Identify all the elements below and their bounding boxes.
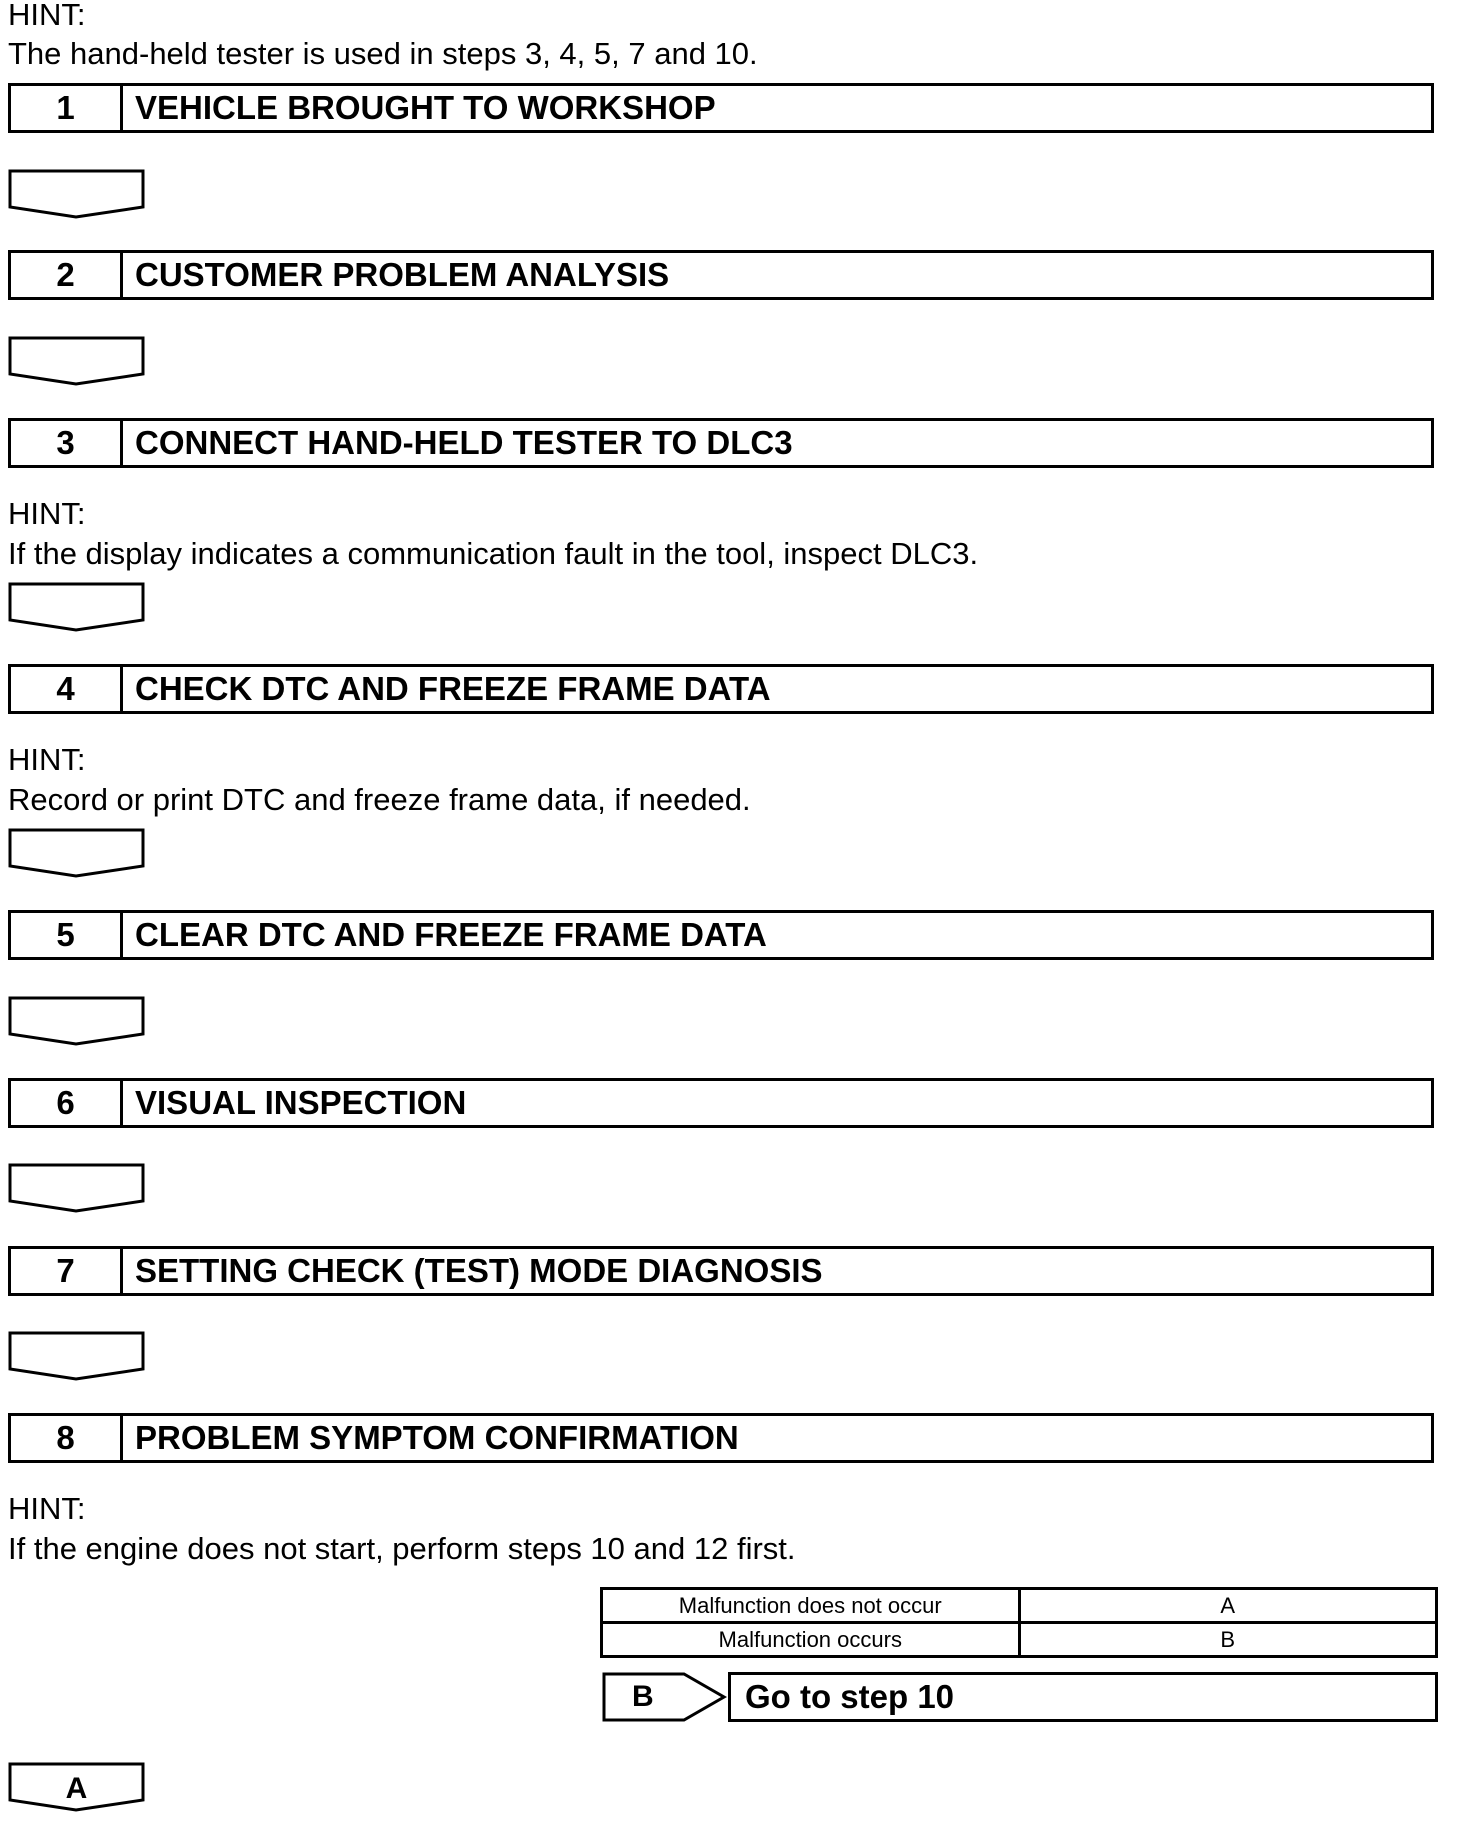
intro-hint-label: HINT: — [8, 0, 86, 32]
branch-goto-box: Go to step 10 — [728, 1672, 1438, 1722]
step-number: 3 — [11, 421, 123, 465]
step-4-hint-text: Record or print DTC and freeze frame data, if needed. — [8, 782, 751, 817]
condition-cell: Malfunction occurs — [602, 1623, 1020, 1657]
step-3-hint-text: If the display indicates a communication fault in the tool, inspect DLC3. — [8, 536, 979, 571]
step-8-hint-text: If the engine does not start, perform steps 10 and 12 first. — [8, 1531, 796, 1566]
step-number: 6 — [11, 1081, 123, 1125]
condition-cell: Malfunction does not occur — [602, 1589, 1020, 1623]
flow-arrow-down-icon — [8, 169, 145, 219]
step-title: PROBLEM SYMPTOM CONFIRMATION — [135, 1419, 739, 1456]
table-row — [602, 1589, 1437, 1623]
result-cell: B — [1019, 1623, 1437, 1657]
step-5-header — [8, 910, 1434, 960]
step-7-header — [8, 1246, 1434, 1296]
result-cell: A — [1019, 1589, 1437, 1623]
flow-arrow-down-icon — [8, 336, 145, 386]
step-8-header — [8, 1413, 1434, 1463]
step-title: VISUAL INSPECTION — [135, 1084, 467, 1121]
step-3-header — [8, 418, 1434, 468]
step-3-hint-label: HINT: — [8, 496, 86, 531]
branch-arrow-right-icon — [602, 1672, 728, 1722]
step-number: 2 — [11, 253, 123, 297]
branch-tag — [602, 1672, 728, 1722]
flow-arrow-down-icon — [8, 1163, 145, 1213]
step-number: 4 — [11, 667, 123, 711]
step-number: 8 — [11, 1416, 123, 1460]
step-title: SETTING CHECK (TEST) MODE DIAGNOSIS — [135, 1252, 823, 1289]
step-title: VEHICLE BROUGHT TO WORKSHOP — [135, 89, 716, 126]
step-1-header — [8, 83, 1434, 133]
flow-arrow-down-icon — [8, 996, 145, 1046]
step-4-header — [8, 664, 1434, 714]
step-6-header — [8, 1078, 1434, 1128]
flow-arrow-down-a — [8, 1762, 145, 1812]
step-title: CLEAR DTC AND FREEZE FRAME DATA — [135, 916, 767, 953]
intro-hint-text: The hand-held tester is used in steps 3, 4, 5, 7 and 10. — [8, 36, 758, 71]
step-8-hint-label: HINT: — [8, 1491, 86, 1526]
step-title: CONNECT HAND-HELD TESTER TO DLC3 — [135, 424, 793, 461]
step-number: 7 — [11, 1249, 123, 1293]
step-2-header — [8, 250, 1434, 300]
table-row — [602, 1623, 1437, 1657]
flow-arrow-down-icon — [8, 828, 145, 878]
arrow-label: A — [65, 1772, 88, 1805]
step-4-hint-label: HINT: — [8, 742, 86, 777]
branch-letter: B — [632, 1680, 654, 1713]
step-title: CUSTOMER PROBLEM ANALYSIS — [135, 256, 670, 293]
flow-arrow-down-icon — [8, 1331, 145, 1381]
result-table — [600, 1587, 1438, 1658]
flow-arrow-down-icon — [8, 582, 145, 632]
step-number: 1 — [11, 86, 123, 130]
step-title: CHECK DTC AND FREEZE FRAME DATA — [135, 670, 771, 707]
step-number: 5 — [11, 913, 123, 957]
